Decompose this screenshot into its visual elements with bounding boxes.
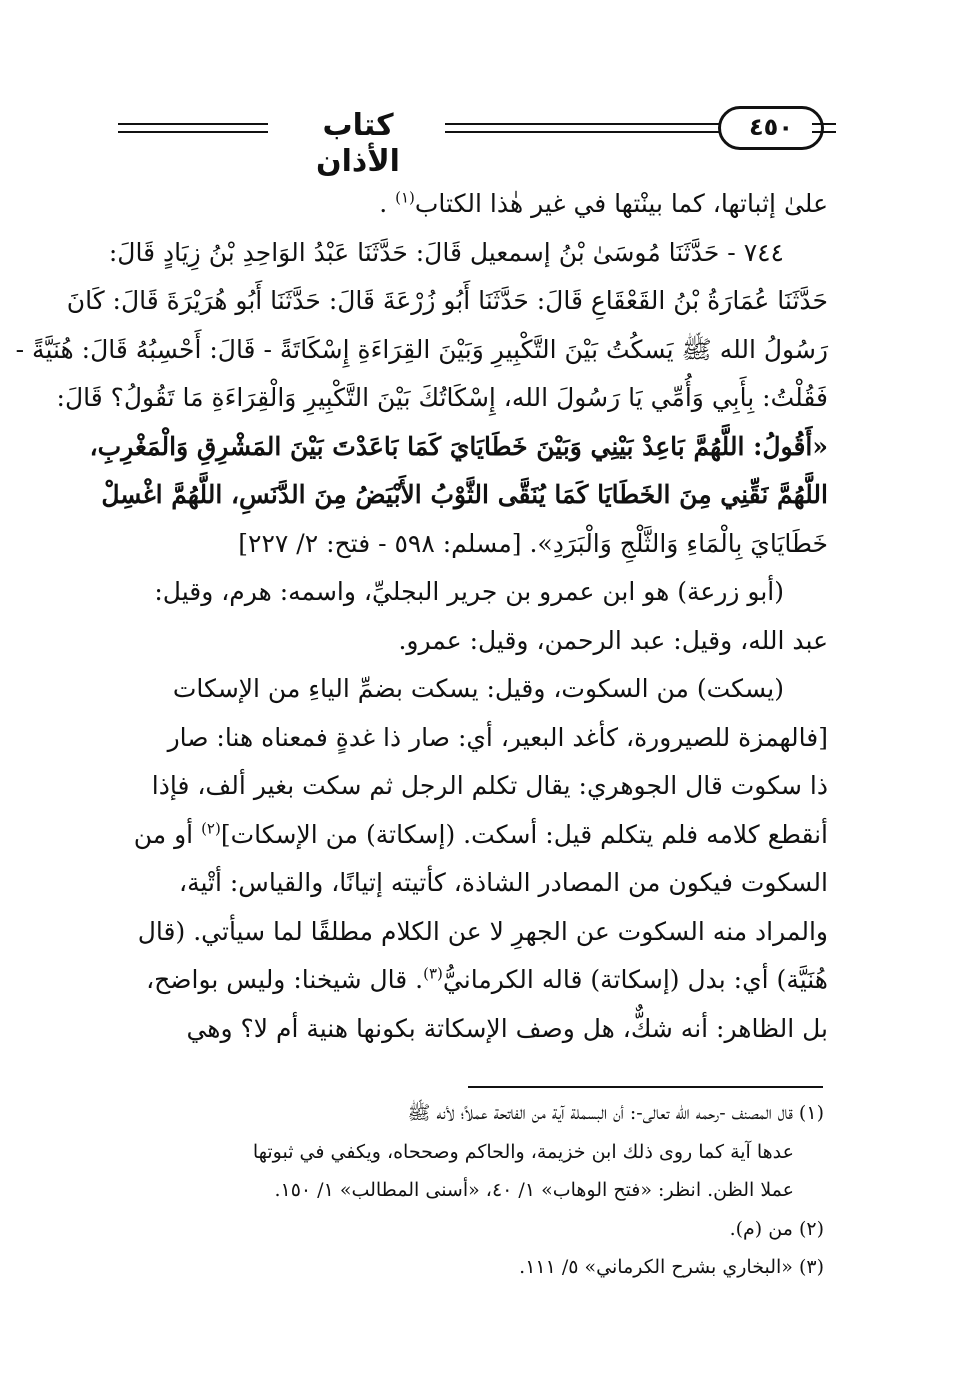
page-number-badge: ٤٥٠ — [718, 106, 824, 150]
text-line — [15, 326, 828, 375]
text-line-content: عبد الله، وقيل: عبد الرحمن، وقيل: عمرو. — [398, 625, 828, 655]
text-line-tail: . — [379, 189, 396, 218]
text-line — [100, 568, 828, 617]
text-line — [100, 617, 828, 666]
text-line-content: والمراد منه السكوت عن الجهرِ لا عن الكلام مطلقًا لما سيأتي. (قال — [137, 916, 828, 946]
text-line — [100, 1005, 828, 1054]
text-line-content: أنقطع كلامه فلم يتكلم قيل: أسكت. (إسكاتة) من الإسكات] — [220, 819, 828, 849]
footnote-separator — [468, 1086, 823, 1088]
text-line-content: ذا سكوت قال الجوهري: يقال تكلم الرجل ثم سكت بغير ألف، فإذا — [151, 771, 828, 800]
text-line-content: [فالهمزة للصيرورة، كأغد البعير، أي: صار ذا غدةٍ فمعناه هنا: صار — [167, 722, 828, 752]
footnote-line: عدها آية كما روى ذلك ابن خزيمة، والحاكم وصححاه، ويكفي في ثبوتها — [252, 1140, 794, 1163]
text-line-content: حَدَّثَنَا عُمَارَةُ بْنُ القَعْقَاعِ قَالَ: حَدَّثَنَا أَبُو زُرْعَةَ قَالَ: حَدَّثَنَا أَبُو هُرَيْرَةَ قَالَ: كَانَ — [66, 286, 828, 315]
text-line-content: «أَقُولُ: اللَّهُمَّ بَاعِدْ بَيْنِي وَبَيْنَ خَطَايَايَ كَمَا بَاعَدْتَ بَيْنَ المَشْرِقِ وَالْمَغْرِبِ، — [89, 431, 828, 461]
text-line — [100, 471, 828, 520]
running-title: كتاب الأذان — [316, 108, 400, 179]
text-line-content: هُنَيَّة) أي: بدل (إسكاتة) قاله الكرمانيُّ — [442, 965, 828, 994]
footnotes — [100, 1094, 824, 1287]
page-header — [100, 106, 828, 179]
footnote-line: (٣) «البخاري بشرح الكرماني» ٥/ ١١١. — [519, 1256, 824, 1278]
footnote-marker: (١) — [395, 188, 415, 207]
footnote-marker: (٣) — [423, 964, 443, 983]
text-line — [66, 277, 828, 326]
text-line — [56, 374, 828, 423]
header-rule-left — [118, 123, 268, 133]
text-line — [100, 714, 828, 763]
text-line — [100, 665, 828, 714]
text-line-content: فَقُلْتُ: بِأَبِي وَأُمِّي يَا رَسُولَ الله، إِسْكَاتُكَ بَيْنَ التَّكْبِيرِ وَالْقِرَاءَةِ مَا تَقُولُ؟ قَالَ: — [56, 383, 828, 412]
text-line-content: بل الظاهر: أنه شكٌّ، هل وصف الإسكاتة بكونها هنية أم لا؟ وهي — [186, 1013, 828, 1043]
text-line-content: السكوت فيكون من المصادر الشاذة، كأتيته إتيانًا، والقياس: أتْية، — [179, 868, 828, 897]
text-line — [100, 520, 828, 569]
text-line — [100, 180, 828, 229]
text-line — [89, 423, 828, 472]
header-rule-right — [812, 123, 836, 133]
text-line — [100, 908, 828, 957]
footnote-marker: (٢) — [201, 819, 221, 838]
main-text — [15, 180, 828, 1053]
text-line — [100, 229, 828, 278]
text-line-content: (يسكت) من السكوت، وقيل: يسكت بضمِّ الياءِ من الإسكات — [172, 674, 784, 703]
text-line-content: خَطَايَايَ بِالْمَاءِ وَالثَّلْجِ وَالْبَرَدِ». [مسلم: ٥٩٨ - فتح: ٢/ ٢٢٧] — [238, 528, 828, 558]
text-line — [100, 811, 828, 860]
text-line-content: (أبو زرعة) هو ابن عمرو بن جرير البجليِّ، واسمه: هرم، وقيل: — [154, 577, 784, 606]
footnote-line: عملا الظن. انظر: «فتح الوهاب» ١/ ٤٠، «أسنى المطالب» ١/ ١٥٠. — [274, 1179, 794, 1201]
text-line-content: علىٰ إثباتها، كما بينْتها في غير هٰذا الكتاب — [414, 189, 828, 218]
text-line — [100, 956, 828, 1005]
text-line — [100, 762, 828, 811]
text-line-content: اللَّهُمَّ نَقِّنِي مِنَ الخَطَايَا كَمَا يُنَقَّى الثَّوْبُ الأَبْيَضُ مِنَ الدَّنَسِ، اللَّهُمَّ اغْسِلْ — [101, 480, 828, 509]
header-rule-middle — [445, 123, 723, 133]
footnote-line: (٢) من (م). — [729, 1217, 824, 1240]
text-line-tail: . قال شيخنا: وليس بواضح، — [146, 965, 424, 994]
footnote-line: (١) قال المصنف -رحمه الله تعالى-: أن البسملة آية من الفاتحة عملاً؛ لأنه ﷺ — [407, 1102, 824, 1124]
text-line-content: ٧٤٤ - حَدَّثَنَا مُوسَىٰ بْنُ إسمعيل قَالَ: حَدَّثَنَا عَبْدُ الوَاحِدِ بْنُ زِيَادٍ قَالَ: — [108, 237, 784, 267]
text-line-tail: أو من — [133, 819, 202, 849]
text-line — [100, 859, 828, 908]
text-line-content: رَسُولُ الله ﷺ يَسكُتُ بَيْنَ التَّكْبِيرِ وَبَيْنَ القِرَاءَةِ إِسْكَاتَةً - قَالَ: أَحْسِبُهُ قَالَ: هُنَيَّةً - — [15, 334, 828, 364]
